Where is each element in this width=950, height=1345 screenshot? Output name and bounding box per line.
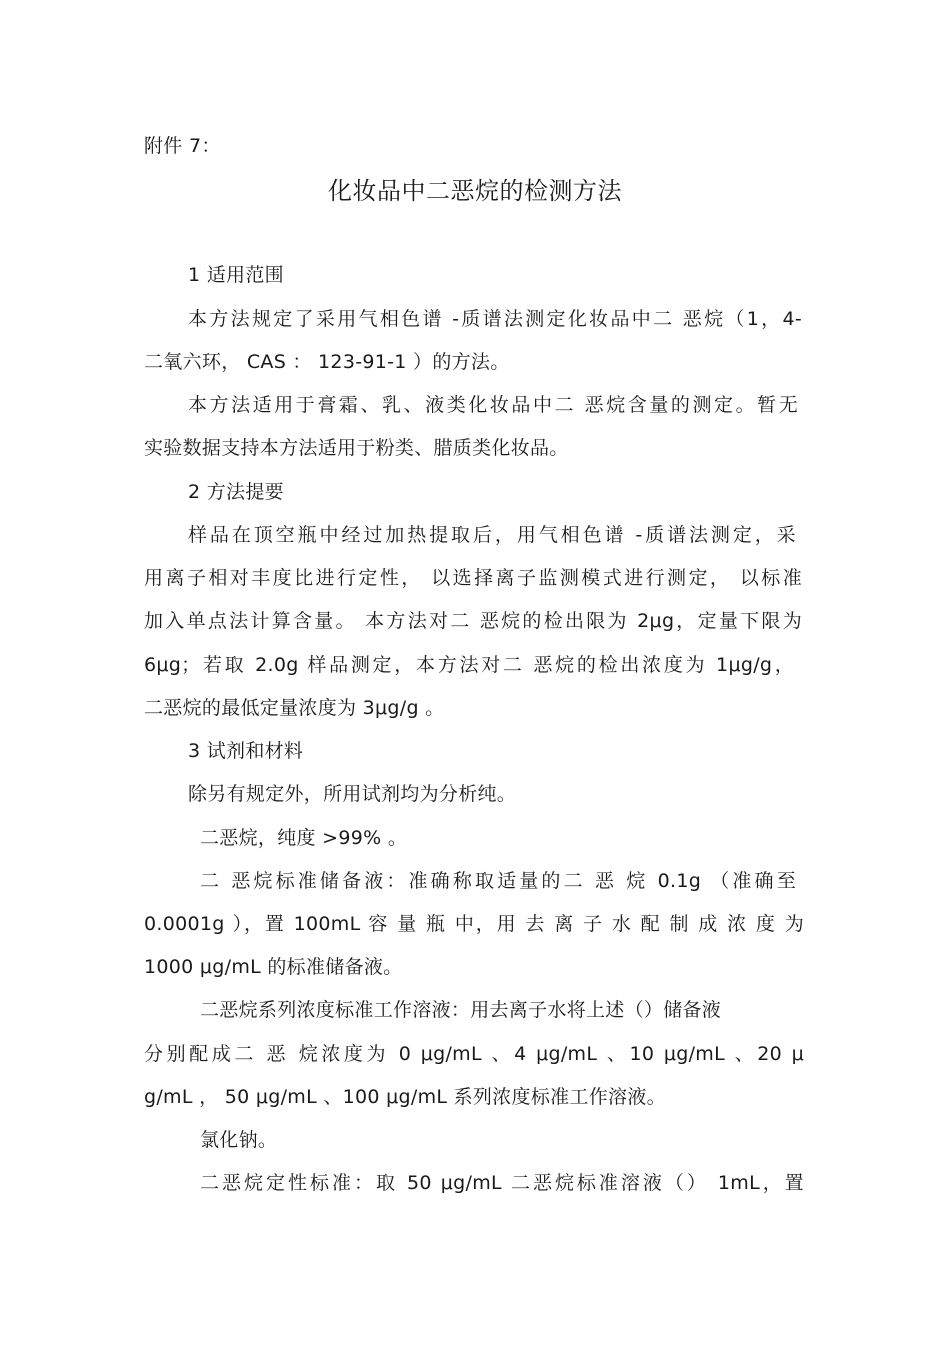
section-1-heading: 1 适用范围	[188, 264, 284, 286]
section-3-item-3-line-2: 分别配成二 恶 烷浓度为 0 μg/mL 、4 μg/mL 、10 μg/mL 、20 μ	[144, 1043, 804, 1065]
section-1-paragraph-2-line-1: 本方法适用于膏霜、乳、液类化妆品中二 恶烷含量的测定。暂无	[188, 394, 798, 416]
section-1-paragraph-2-line-2: 实验数据支持本方法适用于粉类、腊质类化妆品。	[144, 437, 569, 459]
section-3-item-3-line-3: g/mL ， 50 μg/mL 、100 μg/mL 系列浓度标准工作溶液。	[144, 1086, 666, 1108]
section-3-item-4: 氯化钠。	[200, 1129, 278, 1151]
section-1-paragraph-1-line-2: 二氧六环， CAS ： 123-91-1 ）的方法。	[144, 351, 510, 373]
section-3-heading: 3 试剂和材料	[188, 740, 304, 762]
section-1-paragraph-1-line-1: 本方法规定了采用气相色谱 -质谱法测定化妆品中二 恶烷（1，4-	[188, 308, 802, 330]
section-2-paragraph-line-3: 加入单点法计算含量。 本方法对二 恶烷的检出限为 2μg，定量下限为	[144, 610, 802, 632]
section-3-item-2-line-2: 0.0001g ），置 100mL 容 量 瓶 中，用 去 离 子 水 配 制 成 浓 度 为	[144, 913, 804, 935]
section-3-paragraph-1: 除另有规定外，所用试剂均为分析纯。	[188, 783, 517, 805]
section-3-item-1: 二恶烷，纯度 >99% 。	[200, 827, 408, 849]
attachment-label: 附件 7：	[144, 135, 221, 157]
section-2-paragraph-line-2: 用离子相对丰度比进行定性， 以选择离子监测模式进行测定， 以标准	[144, 567, 802, 589]
section-3-item-2-line-1: 二 恶烷标准储备液：准确称取适量的二 恶 烷 0.1g （准确至	[200, 870, 796, 892]
section-2-heading: 2 方法提要	[188, 481, 284, 503]
section-2-paragraph-line-4: 6μg；若取 2.0g 样品测定，本方法对二 恶烷的检出浓度为 1μg/g，	[144, 654, 794, 676]
document-title: 化妆品中二恶烷的检测方法	[328, 177, 622, 205]
section-3-item-3-line-1: 二恶烷系列浓度标准工作溶液：用去离子水将上述（）储备液	[200, 999, 722, 1021]
section-3-item-2-line-3: 1000 μg/mL 的标准储备液。	[144, 956, 403, 978]
section-3-item-5-line-1: 二恶烷定性标准：取 50 μg/mL 二恶烷标准溶液（） 1mL，置	[200, 1172, 804, 1194]
section-2-paragraph-line-5: 二恶烷的最低定量浓度为 3μg/g 。	[144, 697, 445, 719]
section-2-paragraph-line-1: 样品在顶空瓶中经过加热提取后，用气相色谱 -质谱法测定，采	[188, 524, 796, 546]
